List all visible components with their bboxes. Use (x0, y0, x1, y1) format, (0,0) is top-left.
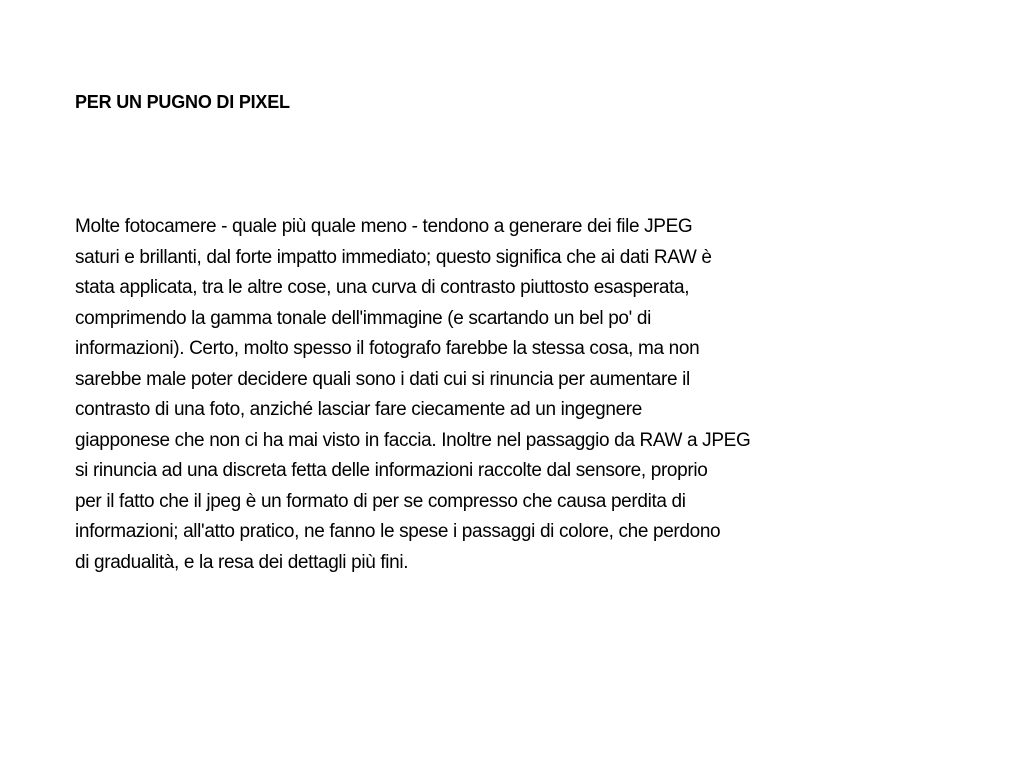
body-text-line: sarebbe male poter decidere quali sono i dati cui si rinuncia per aumentare il (75, 368, 690, 390)
body-text-line: Molte fotocamere - quale più quale meno - tendono a generare dei file JPEG (75, 216, 693, 237)
body-text-line: per il fatto che il jpeg è un formato di per se compresso che causa perdita di (75, 490, 686, 512)
slide-title: PER UN PUGNO DI PIXEL (75, 92, 290, 112)
body-text-line: giapponese che non ci ha mai visto in faccia. Inoltre nel passaggio da RAW a JPEG (75, 429, 751, 451)
body-text-line: comprimendo la gamma tonale dell'immagine (e scartando un bel po' di (75, 307, 651, 329)
body-text-line: stata applicata, tra le altre cose, una curva di contrasto piuttosto esasperata, (75, 277, 690, 298)
body-text-line: si rinuncia ad una discreta fetta delle informazioni raccolte dal sensore, proprio (75, 460, 708, 481)
body-text-line: informazioni; all'atto pratico, ne fanno le spese i passaggi di colore, che perdono (75, 521, 721, 542)
body-text-line: contrasto di una foto, anziché lasciar fare ciecamente ad un ingegnere (75, 399, 642, 420)
body-text-line: di gradualità, e la resa dei dettagli più fini. (75, 551, 409, 573)
slide-body-text (75, 212, 955, 578)
body-text-line: informazioni). Certo, molto spesso il fotografo farebbe la stessa cosa, ma non (75, 338, 700, 359)
body-text-line: saturi e brillanti, dal forte impatto immediato; questo significa che ai dati RAW è (75, 246, 712, 268)
